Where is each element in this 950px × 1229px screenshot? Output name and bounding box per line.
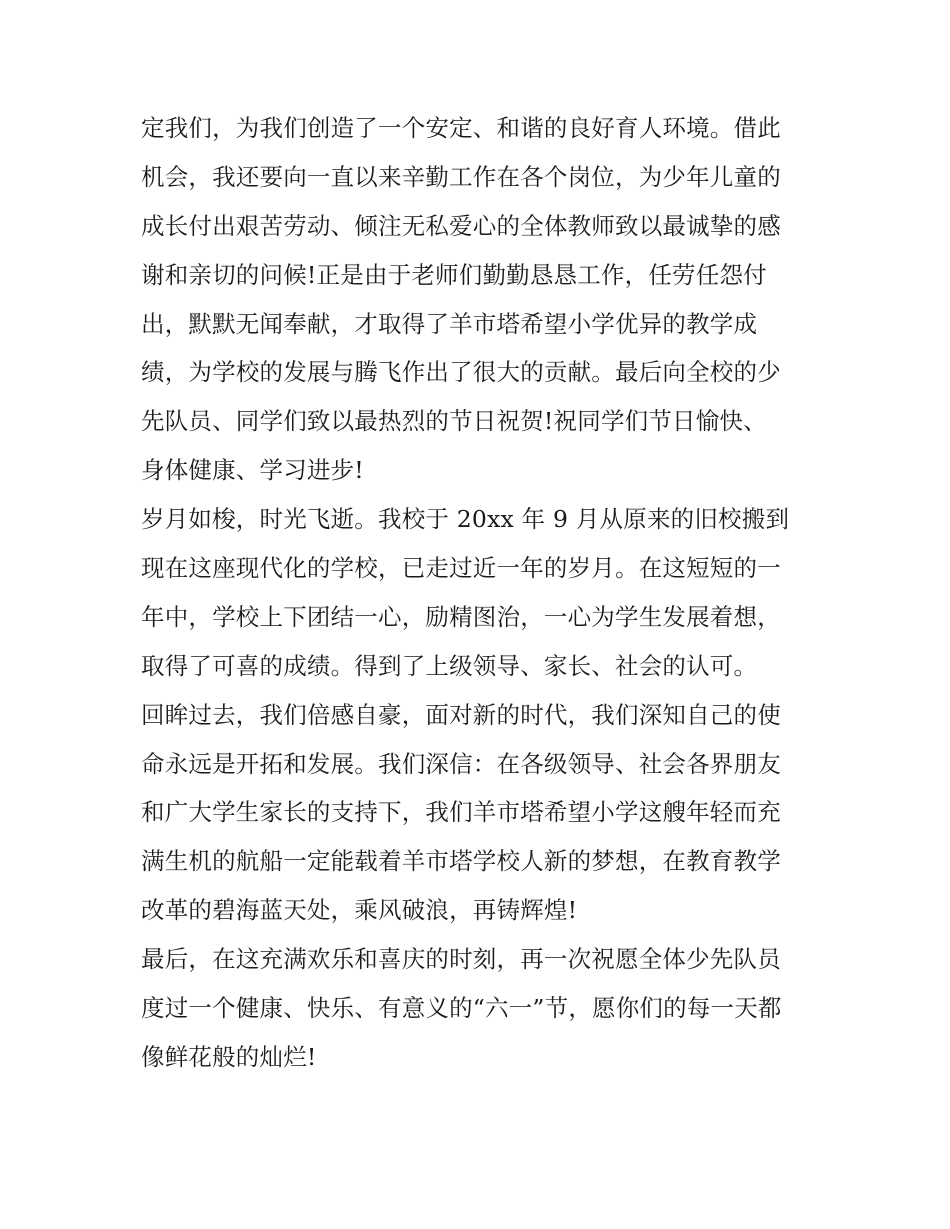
- text-line: 命永远是开拓和发展。我们深信：在各级领导、社会各界朋友: [141, 749, 781, 778]
- text-line: 度过一个健康、快乐、有意义的“六一”节，愿你们的每一天都: [141, 994, 782, 1023]
- text-line: 成长付出艰苦劳动、倾注无私爱心的全体教师致以最诚挚的感: [141, 211, 781, 240]
- text-line: 和广大学生家长的支持下，我们羊市塔希望小学这艘年轻而充: [141, 798, 781, 827]
- text-line: 岁月如梭，时光飞逝。我校于 20xx 年 9 月从原来的旧校搬到: [141, 505, 790, 534]
- document-body: [141, 104, 821, 1082]
- text-line: 满生机的航船一定能载着羊市塔学校人新的梦想，在教育教学: [141, 847, 781, 876]
- text-line: 年中，学校上下团结一心，励精图治，一心为学生发展着想，: [141, 602, 781, 631]
- text-line: 先队员、同学们致以最热烈的节日祝贺!祝同学们节日愉快、: [141, 407, 767, 436]
- text-line: 改革的碧海蓝天处，乘风破浪，再铸辉煌!: [141, 896, 578, 925]
- text-line: 像鲜花般的灿烂!: [141, 1042, 317, 1071]
- text-line: 出，默默无闻奉献，才取得了羊市塔希望小学优异的教学成: [141, 309, 758, 338]
- text-line: 回眸过去，我们倍感自豪，面对新的时代，我们深知自己的使: [141, 700, 781, 729]
- text-line: 谢和亲切的问候!正是由于老师们勤勤恳恳工作，任劳任怨付: [141, 260, 767, 289]
- text-line: 最后，在这充满欢乐和喜庆的时刻，再一次祝愿全体少先队员: [141, 945, 781, 974]
- text-line: 现在这座现代化的学校，已走过近一年的岁月。在这短短的一: [141, 554, 781, 583]
- text-line: 绩，为学校的发展与腾飞作出了很大的贡献。最后向全校的少: [141, 358, 781, 387]
- text-line: 机会，我还要向一直以来辛勤工作在各个岗位，为少年儿童的: [141, 162, 781, 191]
- text-line: 身体健康、学习进步!: [141, 456, 364, 485]
- text-line: 定我们，为我们创造了一个安定、和谐的良好育人环境。借此: [141, 114, 781, 142]
- text-line: 取得了可喜的成绩。得到了上级领导、家长、社会的认可。: [141, 651, 758, 680]
